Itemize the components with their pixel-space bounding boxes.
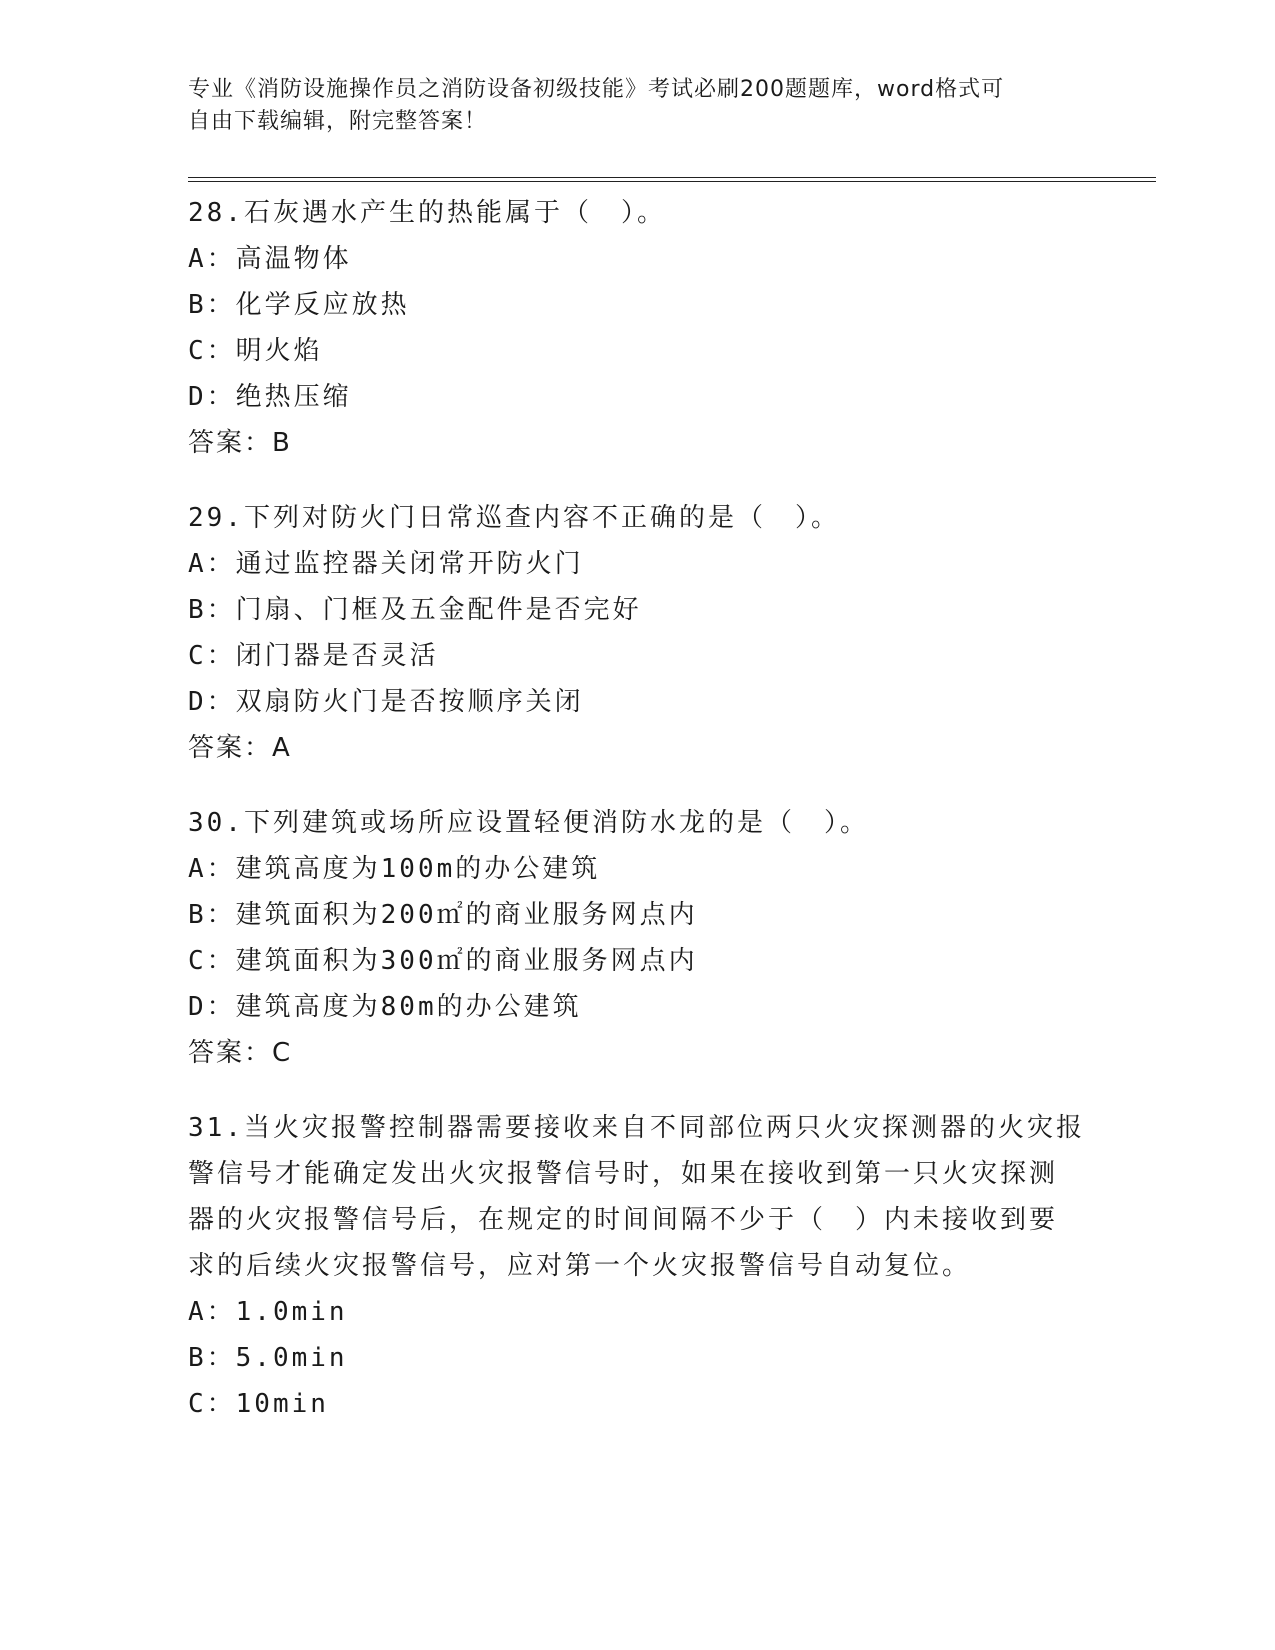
header-divider [188,177,1156,182]
question-list [188,190,1088,1456]
option-d: D：绝热压缩 [188,382,352,412]
header-line-2: 自由下载编辑，附完整答案！ [188,109,488,134]
option-a: A：1.0min [188,1297,348,1327]
question-stem-line-3: 器的火灾报警信号后，在规定的时间间隔不少于（ ）内未接收到要 [188,1205,1059,1235]
option-b: B：化学反应放热 [188,290,410,320]
option-d: D：双扇防火门是否按顺序关闭 [188,687,584,717]
option-b: B：建筑面积为200㎡的商业服务网点内 [188,900,698,930]
option-a: A：通过监控器关闭常开防火门 [188,549,584,579]
question-stem: 30.下列建筑或场所应设置轻便消防水龙的是（ ）。 [188,808,869,838]
header-line-1: 专业《消防设施操作员之消防设备初级技能》考试必刷200题题库，word格式可 [188,77,1005,102]
question-28 [188,190,1088,466]
question-stem-line-2: 警信号才能确定发出火灾报警信号时，如果在接收到第一只火灾探测 [188,1159,1059,1189]
question-stem: 28.石灰遇水产生的热能属于（ ）。 [188,198,666,228]
answer-label: 答案：C [188,1038,293,1068]
option-d: D：建筑高度为80m的办公建筑 [188,992,582,1022]
option-a: A：建筑高度为100m的办公建筑 [188,854,601,884]
option-b: B：门扇、门框及五金配件是否完好 [188,595,642,625]
question-stem-line-1: 31.当火灾报警控制器需要接收来自不同部位两只火灾探测器的火灾报 [188,1113,1085,1143]
option-c: C：建筑面积为300㎡的商业服务网点内 [188,946,698,976]
option-c: C：闭门器是否灵活 [188,641,439,671]
question-stem-line-4: 求的后续火灾报警信号，应对第一个火灾报警信号自动复位。 [188,1251,972,1281]
question-stem: 29.下列对防火门日常巡查内容不正确的是（ ）。 [188,503,840,533]
question-29 [188,495,1088,771]
question-31 [188,1105,1088,1427]
option-c: C：明火焰 [188,336,323,366]
answer-label: 答案：B [188,428,292,458]
option-a: A：高温物体 [188,244,352,274]
document-header [188,74,1068,138]
option-b: B：5.0min [188,1343,348,1373]
question-30 [188,800,1088,1076]
answer-label: 答案：A [188,733,292,763]
option-c: C：10min [188,1389,329,1419]
